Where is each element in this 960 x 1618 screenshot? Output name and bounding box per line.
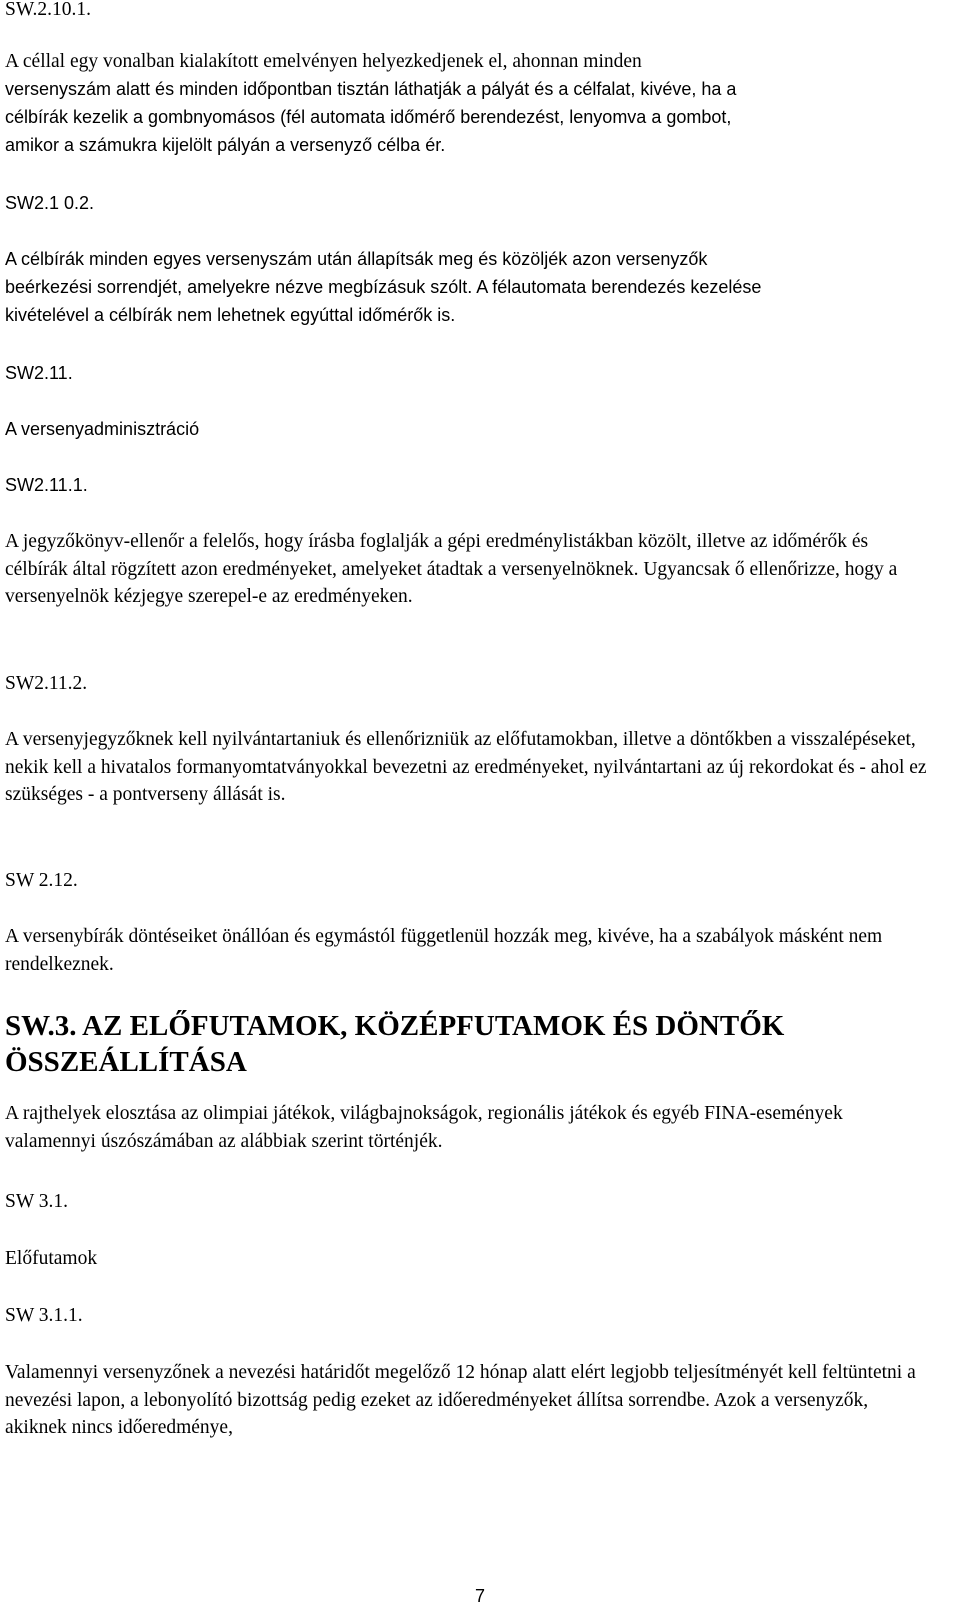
section-title-versenyadminisztracio: A versenyadminisztráció	[5, 419, 200, 439]
section-label-sw2-11-1: SW2.11.1.	[5, 475, 88, 495]
section-label-sw2-10-2: SW2.1 0.2.	[5, 193, 95, 213]
paragraph-sw3: A rajthelyek elosztása az olimpiai játékok, világbajnokságok, regionális játékok és egyéb FINA-események valamennyi úszószámában az alábbiak szerint történjék.	[5, 1103, 843, 1152]
paragraph-line: A célbírák minden egyes versenyszám után állapítsák meg és közöljék azon versenyzők	[5, 249, 708, 269]
paragraph-line: kivételével a célbírák nem lehetnek egyúttal időmérők is.	[5, 305, 456, 325]
paragraph-line: célbírák kezelik a gombnyomásos (fél automata időmérő berendezést, lenyomva a gombot,	[5, 107, 732, 127]
paragraph-sw2-11-2: A versenyjegyzőknek kell nyilvántartaniuk és ellenőrizniük az előfutamokban, illetve a döntőkben a visszalépéseket, nekik kell a hivatalos formanyomtatványokkal bevezetni az eredményeket, nyilvántartani az új rekordokat és - ahol ez szükséges - a pontverseny állását is.	[5, 729, 927, 805]
paragraph-line: beérkezési sorrendjét, amelyekre nézve megbízásuk szólt. A félautomata berendezés kezelése	[5, 277, 762, 297]
paragraph-line: versenyszám alatt és minden időpontban tisztán láthatják a pályát és a célfalat, kivéve, ha a	[5, 79, 737, 99]
section-label-sw2-10-1: SW.2.10.1.	[5, 0, 91, 20]
section-label-sw3-1-1: SW 3.1.1.	[5, 1305, 83, 1326]
section-label-sw2-12: SW 2.12.	[5, 870, 78, 891]
paragraph-sw3-1-1: Valamennyi versenyzőnek a nevezési határidőt megelőző 12 hónap alatt elért legjobb teljesítményét kell feltüntetni a nevezési lapon, a lebonyolító bizottság pedig ezeket az időeredményeket állítsa sorrendbe. Azok a versenyzők, akiknek nincs időeredménye,	[5, 1362, 916, 1438]
paragraph-line: amikor a számukra kijelölt pályán a versenyző célba ér.	[5, 135, 446, 155]
page-number: 7	[474, 1586, 485, 1606]
section-title-elofutamok: Előfutamok	[5, 1248, 98, 1269]
paragraph-sw2-12: A versenybírák döntéseiket önállóan és egymástól függetlenül hozzák meg, kivéve, ha a szabályok másként nem rendelkeznek.	[5, 926, 883, 975]
paragraph-line: A céllal egy vonalban kialakított emelvényen helyezkedjenek el, ahonnan minden	[5, 51, 642, 72]
chapter-heading-sw3: SW.3. AZ ELŐFUTAMOK, KÖZÉPFUTAMOK ÉS DÖNTŐK ÖSSZEÁLLÍTÁSA	[5, 1010, 785, 1078]
section-label-sw2-11-2: SW2.11.2.	[5, 673, 88, 694]
section-label-sw2-11: SW2.11.	[5, 363, 73, 383]
paragraph-sw2-11-1: A jegyzőkönyv-ellenőr a felelős, hogy írásba foglalják a gépi eredménylistákban közölt, illetve az időmérők és célbírák által rögzített azon eredményeket, amelyeket átadtak a versenyelnöknek. Ugyancsak ő ellenőrizze, hogy a versenyelnök kézjegye szerepel-e az eredményeken.	[5, 531, 898, 607]
section-label-sw3-1: SW 3.1.	[5, 1191, 69, 1212]
